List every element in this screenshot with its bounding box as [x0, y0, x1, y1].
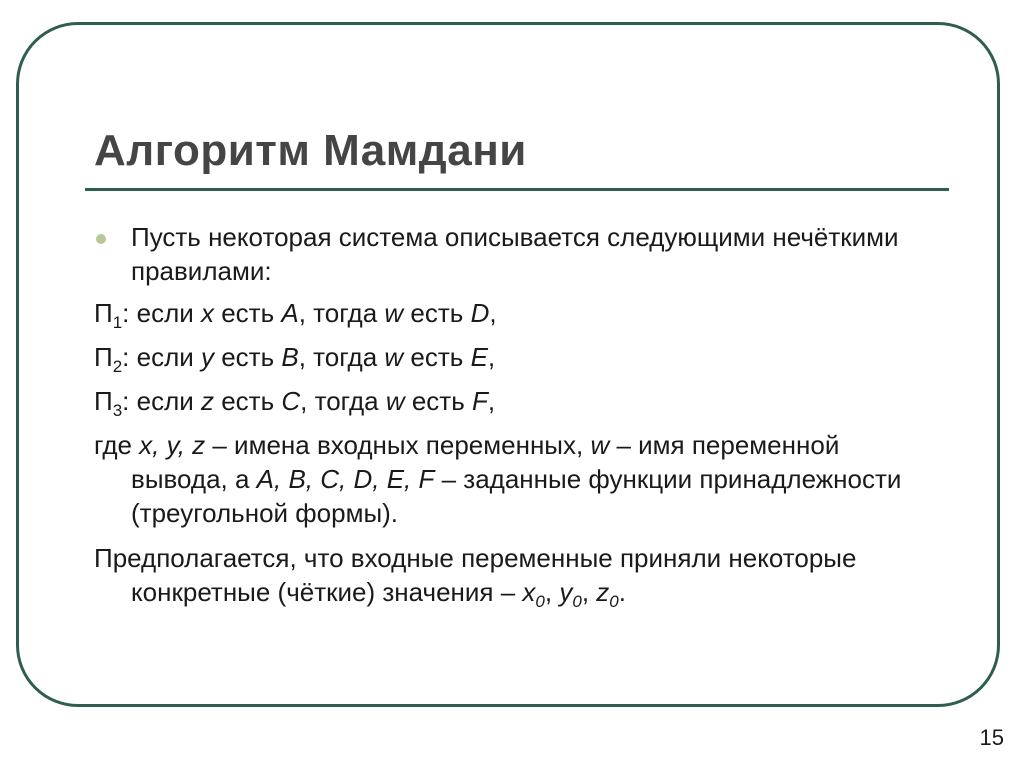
rule-text: , тогда	[298, 342, 385, 372]
rule-input-variable: z	[200, 386, 214, 416]
subscript: 0	[609, 592, 619, 611]
rule-text: : если	[122, 386, 201, 416]
assumption-text: Предполагается, что входные переменные приняли некоторые конкретные (чёткие) значения –	[94, 543, 857, 607]
rule-input-variable: x	[200, 298, 214, 328]
rule-text: , тогда	[300, 386, 386, 416]
bullet-dot-icon	[96, 234, 106, 244]
rule-text: есть	[213, 386, 282, 416]
sentence-end: .	[618, 577, 626, 607]
rule-text: есть	[213, 342, 282, 372]
rule-index: 3	[112, 401, 123, 420]
slide-content	[94, 220, 934, 620]
where-text: – имена входных переменных,	[205, 430, 591, 460]
assumption-paragraph	[94, 541, 934, 609]
rule-text: ,	[487, 342, 496, 372]
rule-output-set: D	[470, 298, 490, 328]
rule-1	[94, 296, 934, 330]
rule-input-set: C	[281, 386, 301, 416]
where-text: – заданные функции принадлежности (треугольной формы).	[131, 464, 902, 528]
rule-text: ,	[487, 386, 496, 416]
membership-sets: A, B, C, D, E, F	[256, 464, 435, 494]
crisp-value-y: y	[559, 577, 573, 607]
rule-prefix: П	[94, 386, 113, 416]
rule-2	[94, 340, 934, 374]
bullet-item	[94, 220, 934, 288]
rule-output-set: F	[472, 386, 488, 416]
rule-output-set: E	[470, 342, 488, 372]
crisp-value-x: x	[522, 577, 536, 607]
rule-text: есть	[403, 342, 471, 372]
rule-index: 1	[112, 313, 123, 332]
subscript: 0	[572, 592, 582, 611]
rule-index: 2	[112, 357, 123, 376]
rule-text: : если	[122, 342, 201, 372]
subscript: 0	[535, 592, 545, 611]
where-lead: где	[94, 430, 140, 460]
rule-3	[94, 384, 934, 418]
page-number: 15	[979, 725, 1004, 750]
rule-input-set: B	[281, 342, 299, 372]
slide-title: Алгоритм Мамдани	[94, 126, 527, 175]
separator: ,	[581, 577, 597, 607]
rule-output-variable: w	[384, 342, 404, 372]
where-text: – имя переменной вывода, а	[131, 430, 840, 494]
rule-output-variable: w	[384, 298, 404, 328]
where-paragraph	[94, 428, 934, 530]
output-variable: w	[590, 430, 610, 460]
rule-text: есть	[403, 298, 471, 328]
rule-text: : если	[122, 298, 201, 328]
rule-output-variable: w	[385, 386, 405, 416]
rule-prefix: П	[94, 298, 113, 328]
title-divider	[85, 188, 949, 191]
rule-text: ,	[489, 298, 497, 328]
crisp-value-z: z	[596, 577, 610, 607]
rule-input-variable: y	[200, 342, 214, 372]
rule-text: , тогда	[298, 298, 385, 328]
rule-prefix: П	[94, 342, 113, 372]
separator: ,	[544, 577, 560, 607]
rule-input-set: A	[281, 298, 299, 328]
input-variables: x, y, z	[139, 430, 206, 460]
rule-text: есть	[404, 386, 472, 416]
rule-text: есть	[213, 298, 282, 328]
bullet-text: Пусть некоторая система описывается следующими нечёткими правилами:	[131, 222, 899, 286]
